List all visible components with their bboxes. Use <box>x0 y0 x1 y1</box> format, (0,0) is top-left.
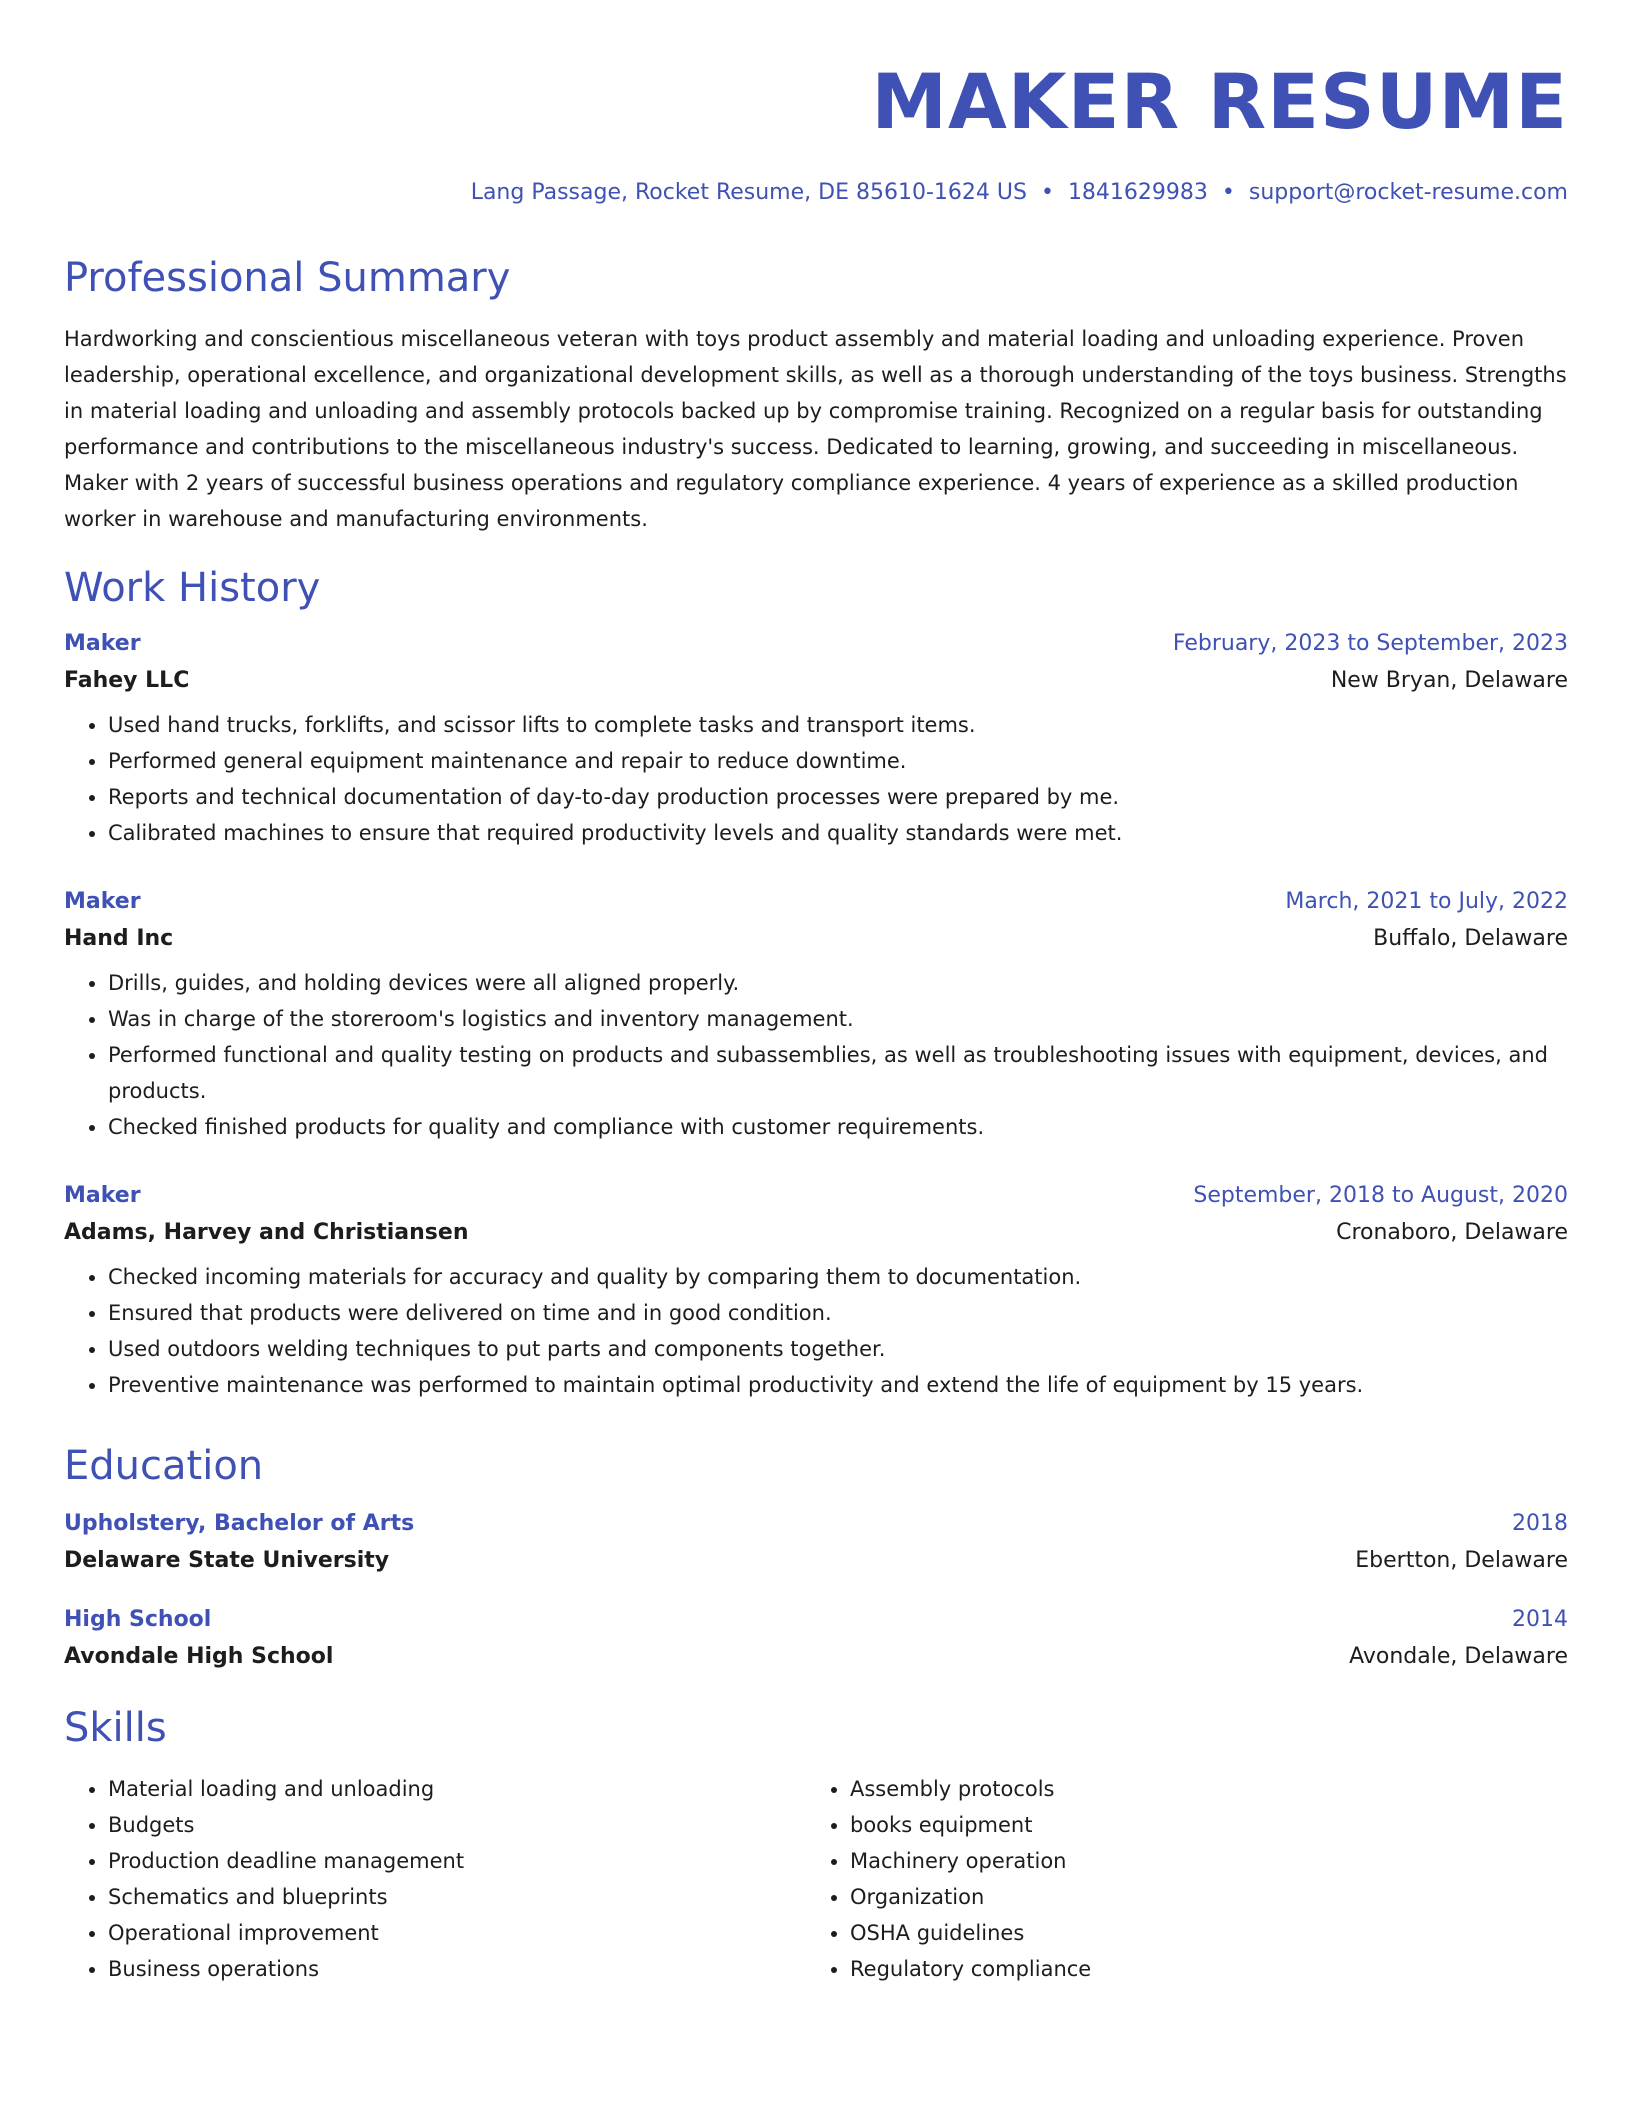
skills-list-left <box>64 1771 806 1987</box>
resume-name: MAKER RESUME <box>871 57 1568 146</box>
job-bullet: • Used hand trucks, forklifts, and scissor lifts to complete tasks and transport items. <box>108 707 1568 743</box>
job-bullet: • Drills, guides, and holding devices were all aligned properly. <box>108 965 1568 1001</box>
skill-item: • Production deadline management <box>108 1843 806 1879</box>
job-bullet: • Checked incoming materials for accuracy and quality by comparing them to documentation. <box>108 1259 1568 1295</box>
contact-phone: 1841629983 <box>1067 180 1208 205</box>
education-location: Avondale, Delaware <box>1349 1644 1568 1669</box>
summary-text: Hardworking and conscientious miscellaneous veteran with toys product assembly and material loading and unloading experience. Proven leadership, operational excellence, and organizational development skills, as well as a thorough understanding of the toys business. Strengths in material loading and unloading and assembly protocols backed up by compromise training. Recognized on a regular basis for outstanding performance and contributions to the miscellaneous industry's success. Dedicated to learning, growing, and succeeding in miscellaneous. Maker with 2 years of successful business operations and regulatory compliance experience. 4 years of experience as a skilled production worker in warehouse and manufacturing environments. <box>64 327 1567 531</box>
job-employer: Hand Inc <box>64 926 174 951</box>
skill-item: • Schematics and blueprints <box>108 1879 806 1915</box>
education-entry <box>64 1511 1568 1573</box>
job-entry <box>64 1183 1568 1403</box>
job-bullets <box>64 1259 1568 1403</box>
job-bullet: • Ensured that products were delivered on time and in good condition. <box>108 1295 1568 1331</box>
work-history-heading: Work History <box>64 565 321 611</box>
skill-item: • Assembly protocols <box>850 1771 1548 1807</box>
job-bullet: • Performed general equipment maintenance and repair to reduce downtime. <box>108 743 1568 779</box>
contact-line <box>64 180 1568 205</box>
job-bullet: • Used outdoors welding techniques to put parts and components together. <box>108 1331 1568 1367</box>
job-entry <box>64 631 1568 851</box>
education-degree: Upholstery, Bachelor of Arts <box>64 1511 415 1536</box>
skill-item: • Business operations <box>108 1951 806 1987</box>
job-location: Buffalo, Delaware <box>1373 926 1568 951</box>
job-title: Maker <box>64 1183 141 1208</box>
job-bullet: • Preventive maintenance was performed to maintain optimal productivity and extend the life of equipment by 15 years. <box>108 1367 1568 1403</box>
job-employer: Fahey LLC <box>64 668 190 693</box>
job-bullet: • Performed functional and quality testing on products and subassemblies, as well as troubleshooting issues with equipment, devices, and products. <box>108 1037 1568 1109</box>
job-bullet: • Calibrated machines to ensure that required productivity levels and quality standards were met. <box>108 815 1568 851</box>
skill-item: • Machinery operation <box>850 1843 1548 1879</box>
job-bullets <box>64 965 1568 1145</box>
skills-list-right <box>806 1771 1548 1987</box>
skill-item: • Organization <box>850 1879 1548 1915</box>
skills-columns <box>64 1771 1568 1987</box>
contact-email[interactable]: support@rocket-resume.com <box>1248 180 1568 205</box>
job-dates: February, 2023 to September, 2023 <box>1172 631 1568 656</box>
job-dates: September, 2018 to August, 2020 <box>1193 1183 1568 1208</box>
skill-item: • books equipment <box>850 1807 1548 1843</box>
education-location: Ebertton, Delaware <box>1355 1548 1568 1573</box>
education-entry <box>64 1607 1568 1669</box>
skill-item: • Regulatory compliance <box>850 1951 1548 1987</box>
skill-item: • OSHA guidelines <box>850 1915 1548 1951</box>
skills-heading: Skills <box>64 1705 167 1751</box>
education-school: Delaware State University <box>64 1548 390 1573</box>
education-degree: High School <box>64 1607 212 1632</box>
education-year: 2018 <box>1512 1511 1568 1536</box>
contact-separator: • <box>1221 180 1235 205</box>
skill-item: • Budgets <box>108 1807 806 1843</box>
skill-item: • Operational improvement <box>108 1915 806 1951</box>
summary-heading: Professional Summary <box>64 255 511 301</box>
job-location: Cronaboro, Delaware <box>1336 1220 1568 1245</box>
education-school: Avondale High School <box>64 1644 334 1669</box>
job-dates: March, 2021 to July, 2022 <box>1285 889 1568 914</box>
job-title: Maker <box>64 889 141 914</box>
job-location: New Bryan, Delaware <box>1330 668 1568 693</box>
job-bullets <box>64 707 1568 851</box>
job-entry <box>64 889 1568 1145</box>
job-bullet: • Was in charge of the storeroom's logistics and inventory management. <box>108 1001 1568 1037</box>
contact-address: Lang Passage, Rocket Resume, DE 85610-1624 US <box>470 180 1027 205</box>
education-year: 2014 <box>1512 1607 1568 1632</box>
job-employer: Adams, Harvey and Christiansen <box>64 1220 469 1245</box>
contact-separator: • <box>1040 180 1054 205</box>
job-bullet: • Reports and technical documentation of day-to-day production processes were prepared by me. <box>108 779 1568 815</box>
job-bullet: • Checked finished products for quality and compliance with customer requirements. <box>108 1109 1568 1145</box>
job-title: Maker <box>64 631 141 656</box>
skill-item: • Material loading and unloading <box>108 1771 806 1807</box>
education-heading: Education <box>64 1443 264 1489</box>
